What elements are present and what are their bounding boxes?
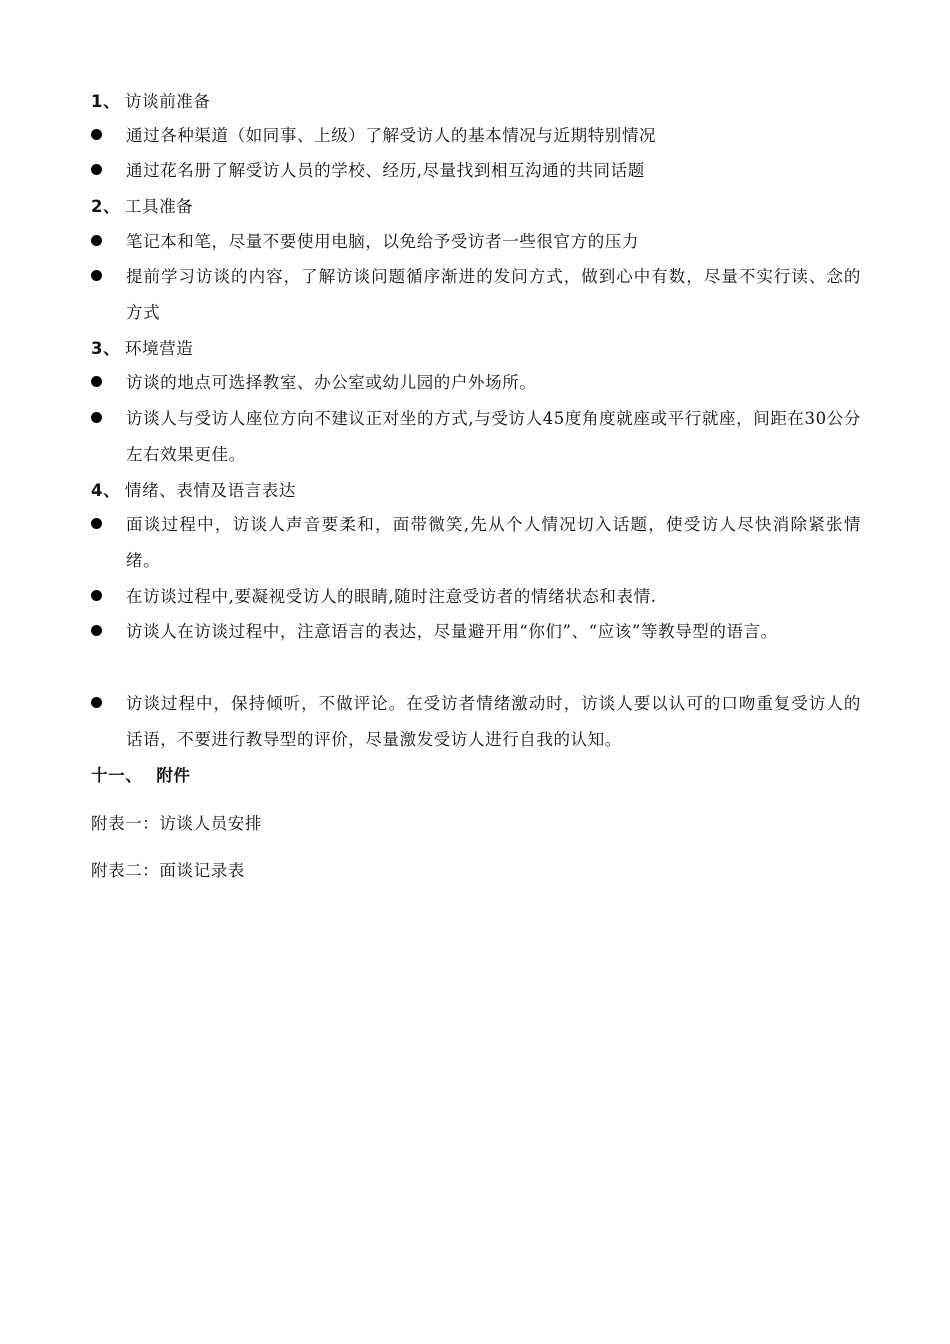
bullet-text: 通过各种渠道（如同事、上级）了解受访人的基本情况与近期特别情况	[126, 126, 657, 145]
bullet-item	[91, 365, 861, 401]
section-number: 2、	[91, 197, 121, 216]
bullet-text: 访谈过程中，保持倾听，不做评论。在受访者情绪激动时，访谈人要以认可的口吻重复受访人的话语，不要进行教导型的评价，尽量激发受访人进行自我的认知。	[126, 694, 861, 749]
bullet-item	[91, 259, 861, 331]
bullet-text: 访谈人在访谈过程中，注意语言的表达，尽量避开用“你们”、“应该”等教导型的语言。	[126, 622, 778, 641]
bullet-item	[91, 507, 861, 579]
bullet-text: 通过花名册了解受访人员的学校、经历,尽量找到相互沟通的共同话题	[126, 161, 645, 180]
bullet-text: 面谈过程中，访谈人声音要柔和，面带微笑,先从个人情况切入话题，使受访人尽快消除紧张情绪。	[126, 515, 861, 570]
bullet-icon	[91, 686, 125, 722]
bullet-item	[91, 401, 861, 473]
bullet-item	[91, 118, 861, 154]
section-heading-4	[91, 473, 861, 509]
bullet-icon	[91, 401, 125, 437]
bullet-icon	[91, 118, 125, 154]
bullet-text: 笔记本和笔，尽量不要使用电脑，以免给予受访者一些很官方的压力	[126, 232, 639, 251]
section-heading-3	[91, 331, 861, 367]
section-title: 工具准备	[125, 197, 194, 216]
bullet-text: 访谈人与受访人座位方向不建议正对坐的方式,与受访人45度角度就座或平行就座，间距在30公分左右效果更佳。	[126, 409, 861, 464]
section-title: 环境营造	[125, 339, 194, 358]
bullet-item	[91, 686, 861, 758]
bullet-icon	[91, 224, 125, 260]
section-number: 4、	[91, 481, 121, 500]
bullet-item	[91, 579, 861, 615]
bullet-icon	[91, 579, 125, 615]
section-title: 情绪、表情及语言表达	[125, 481, 296, 500]
bullet-text: 提前学习访谈的内容，了解访谈问题循序渐进的发问方式，做到心中有数，尽量不实行读、念的方式	[126, 267, 861, 322]
section-heading-1	[91, 84, 861, 120]
bullet-item	[91, 614, 861, 650]
appendix-number: 十一、	[91, 766, 143, 785]
section-heading-2	[91, 189, 861, 225]
bullet-text: 在访谈过程中,要凝视受访人的眼睛,随时注意受访者的情绪状态和表情.	[126, 587, 657, 606]
bullet-icon	[91, 153, 125, 189]
bullet-icon	[91, 614, 125, 650]
bullet-icon	[91, 507, 125, 543]
bullet-text: 访谈的地点可选择教室、办公室或幼儿园的户外场所。	[126, 373, 537, 392]
bullet-item	[91, 224, 861, 260]
appendix-item-2: 附表二：面谈记录表	[91, 861, 245, 880]
section-number: 1、	[91, 92, 121, 111]
section-title: 访谈前准备	[125, 92, 211, 111]
bullet-icon	[91, 365, 125, 401]
appendix-title: 附件	[156, 766, 191, 785]
section-number: 3、	[91, 339, 121, 358]
bullet-item	[91, 153, 861, 189]
bullet-icon	[91, 259, 125, 295]
appendix-heading	[91, 758, 861, 794]
appendix-item-1: 附表一：访谈人员安排	[91, 814, 262, 833]
